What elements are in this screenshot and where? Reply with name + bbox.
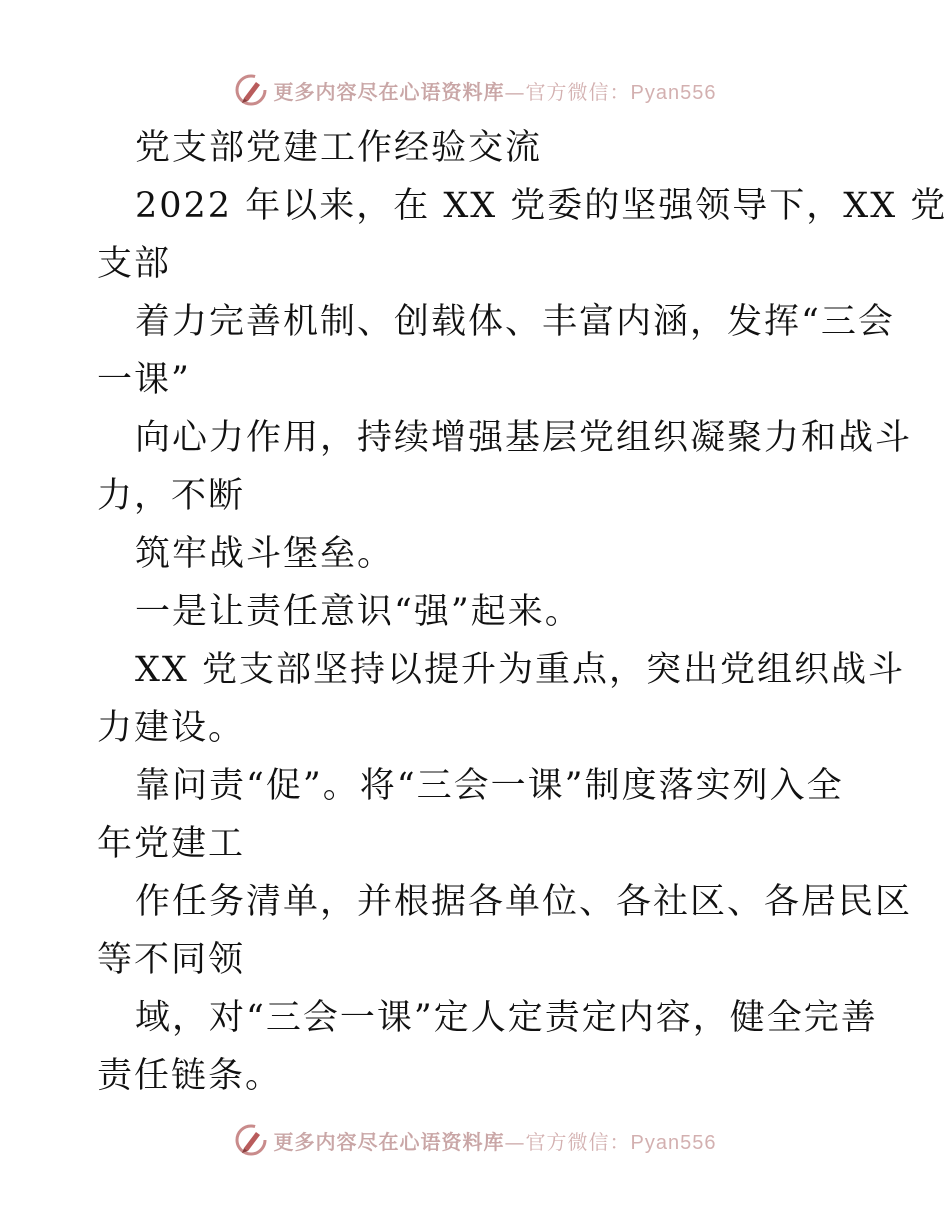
document-line: 筑牢战斗堡垒。 [135,534,395,574]
pen-nib-logo-icon [234,1123,268,1157]
document-line: 一课” [97,360,191,400]
document-line: 2022 年以来，在 XX 党委的坚强领导下，XX 党 [135,186,948,226]
footer-banner [0,1120,950,1160]
document-line: 作任务清单，并根据各单位、各社区、各居民区 [135,882,913,922]
document-line: 责任链条。 [97,1056,283,1096]
header-banner [0,70,950,110]
document-line: 向心力作用，持续增强基层党组织凝聚力和战斗 [135,418,913,458]
document-line: 党支部党建工作经验交流 [135,128,543,168]
banner-title: 更多内容尽在心语资料库 [273,79,505,104]
banner-separator: — [504,79,526,104]
banner-separator: — [504,1129,526,1154]
document-line: 着力完善机制、创载体、丰富内涵，发挥“三会 [135,302,895,342]
banner-wechat: 官方微信：Pyan556 [525,1131,717,1154]
document-line: 支部 [97,244,172,284]
document-line: 等不同领 [97,940,246,980]
document-line: XX 党支部坚持以提升为重点，突出党组织战斗 [135,650,905,690]
document-line: 力建设。 [97,708,246,748]
document-line: 域，对“三会一课”定人定责定内容，健全完善 [135,998,878,1038]
document-body [97,119,948,1105]
document-line: 力，不断 [97,476,246,516]
document-line: 靠问责“促”。将“三会一课”制度落实列入全 [135,766,844,806]
banner-title: 更多内容尽在心语资料库 [273,1129,505,1154]
document-line: 年党建工 [97,824,246,864]
document-line: 一是让责任意识“强”起来。 [135,592,582,632]
pen-nib-logo-icon [234,73,268,107]
banner-wechat: 官方微信：Pyan556 [525,81,717,104]
